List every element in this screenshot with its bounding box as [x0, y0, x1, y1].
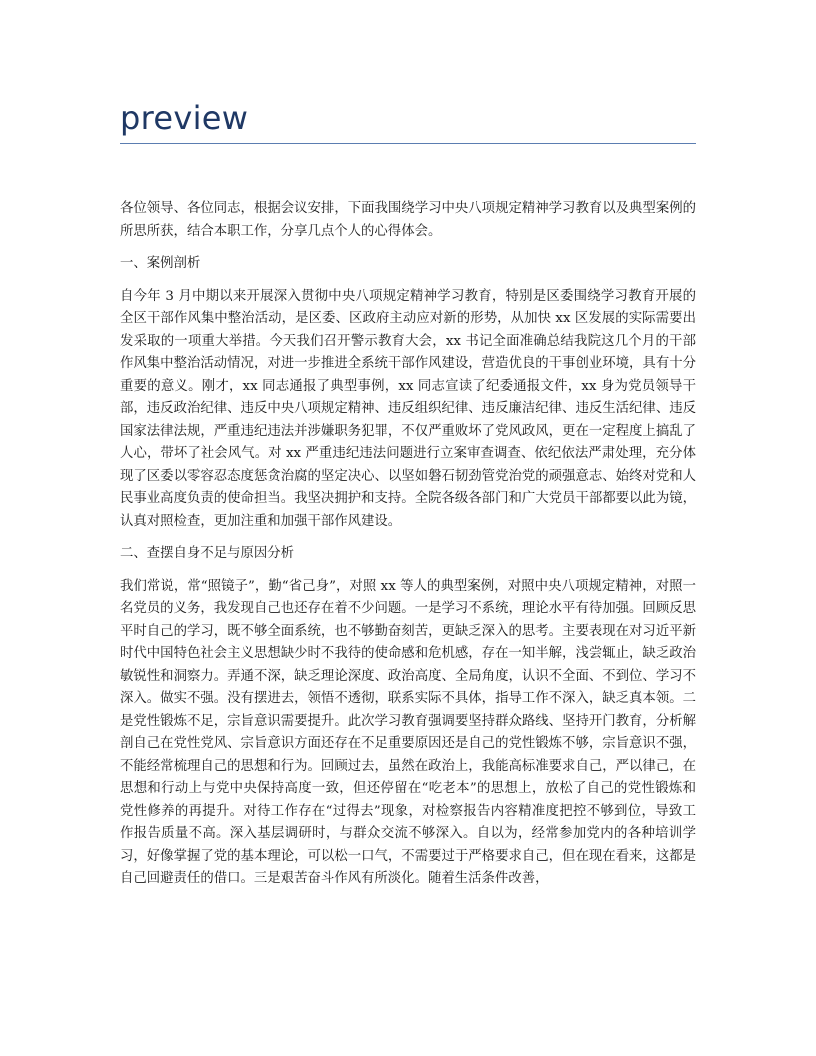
section-heading-self-examination: 二、查摆自身不足与原因分析: [120, 546, 295, 561]
intro-paragraph: 各位领导、各位同志，根据会议安排，下面我围绕学习中央八项规定精神学习教育以及典型案例的所思所获，结合本职工作，分享几点个人的心得体会。: [120, 201, 696, 239]
case-analysis-paragraph: 自今年 3 月中期以来开展深入贯彻中央八项规定精神学习教育，特别是区委围绕学习教育开展的全区干部作风集中整治活动，是区委、区政府主动应对新的形势，从加快 xx 区发展的实际需要出发采取的一项重大举措。今天我们召开警示教育大会，xx 书记全面准确总结我院这几个月的干部作风集中整治活动情况，对进一步推进全系统干部作风建设，营造优良的干事创业环境，具有十分重要的意义。刚才，xx 同志通报了典型事例，xx 同志宣读了纪委通报文件，xx 身为党员领导干部，违反政治纪律、违反中央八项规定精神、违反组织纪律、违反廉洁纪律、违反生活纪律、违反国家法律法规，严重违纪违法并涉嫌职务犯罪，不仅严重败坏了党风政风，更在一定程度上搞乱了人心，带坏了社会风气。对 xx 严重违纪违法问题进行立案审查调查、依纪依法严肃处理，充分体现了区委以零容忍态度惩贪治腐的坚定决心、以坚如磐石韧劲管党治党的顽强意志、始终对党和人民事业高度负责的使命担当。我坚决拥护和支持。全院各级各部门和广大党员干部都要以此为镜，认真对照检查，更加注重和加强干部作风建设。: [120, 288, 696, 529]
self-examination-paragraph: 我们常说，常“照镜子”，勤“省己身”，对照 xx 等人的典型案例，对照中央八项规定精神，对照一名党员的义务，我发现自己也还存在着不少问题。一是学习不系统，理论水平有待加强。回顾反思平时自己的学习，既不够全面系统，也不够勤奋刻苦，更缺乏深入的思考。主要表现在对习近平新时代中国特色社会主义思想缺少时不我待的使命感和危机感，存在一知半解，浅尝辄止，缺乏政治敏锐性和洞察力。弄通不深，缺乏理论深度、政治高度、全局角度，认识不全面、不到位、学习不深入。做实不强。没有摆进去，领悟不透彻，联系实际不具体，指导工作不深入，缺乏真本领。二是党性锻炼不足，宗旨意识需要提升。此次学习教育强调要坚持群众路线、坚持开门教育，分析解剖自己在党性党风、宗旨意识方面还存在不足重要原因还是自己的党性锻炼不够，宗旨意识不强，不能经常梳理自己的思想和行为。回顾过去，虽然在政治上，我能高标准要求自己，严以律己，在思想和行动上与党中央保持高度一致，但还停留在“吃老本”的思想上，放松了自己的党性锻炼和党性修养的再提升。对待工作存在“过得去”现象，对检察报告内容精准度把控不够到位，导致工作报告质量不高。深入基层调研时，与群众交流不够深入。自以为，经常参加党内的各种培训学习，好像掌握了党的基本理论，可以松一口气，不需要过于严格要求自己，但在现在看来，这都是自己回避责任的借口。三是艰苦奋斗作风有所淡化。随着生活条件改善，: [120, 578, 696, 886]
section-heading-case-analysis: 一、案例剖析: [120, 256, 201, 271]
document-body: [120, 198, 696, 901]
page-title: preview: [120, 99, 249, 137]
title-divider: [120, 143, 696, 144]
